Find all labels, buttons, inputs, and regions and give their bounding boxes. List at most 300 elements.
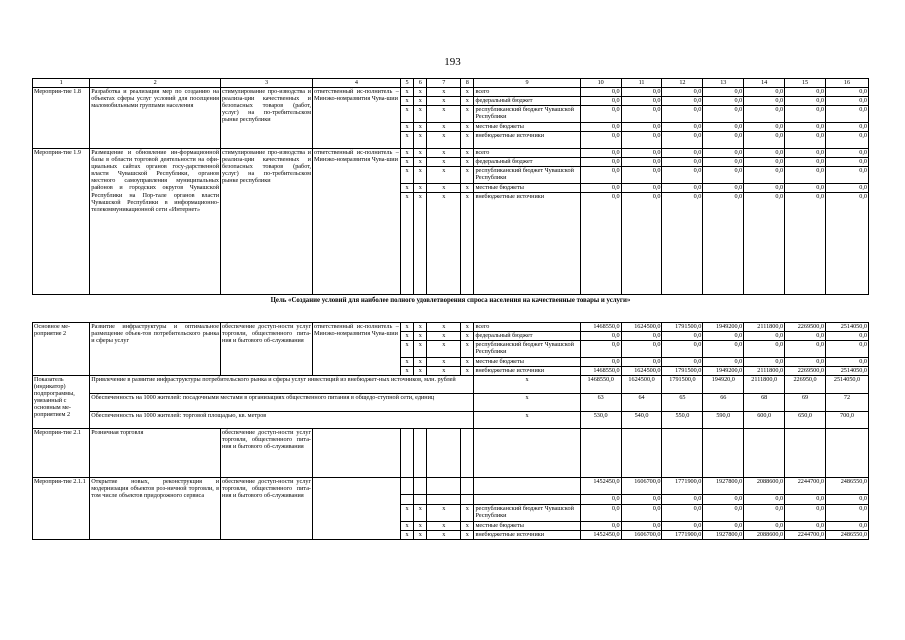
- mark-cell: x: [414, 167, 427, 184]
- event-name: Разработка и реализация мер по созданию на объектах сферы услуг условий для посещения маломобильными группами населения: [90, 88, 221, 149]
- value-cell: 0,0: [580, 106, 621, 123]
- mark-cell: x: [461, 341, 474, 358]
- value-cell: 0,0: [744, 358, 785, 367]
- mark-cell: x: [414, 332, 427, 341]
- value-cell: 2514050,0: [825, 323, 868, 332]
- mark-cell: x: [400, 358, 413, 367]
- value-cell: 0,0: [662, 132, 703, 149]
- column-number-header: 14: [744, 79, 785, 88]
- mark-cell: x: [461, 97, 474, 106]
- page-number: 193: [444, 56, 461, 68]
- funding-source: всего: [474, 149, 580, 158]
- value-cell: 0,0: [703, 193, 744, 295]
- value-cell: 0,0: [662, 358, 703, 367]
- event-name: Открытие новых, реконструкция и модернизация объектов роз-ничной торговли, в том числе объектов придорожного сервиса: [90, 478, 221, 540]
- event-goal: обеспечение доступ-ности услуг торговли, общественного пита-ния и бытового об-служивания: [221, 429, 313, 478]
- value-cell: 0,0: [621, 106, 662, 123]
- mark-cell: x: [427, 358, 461, 367]
- column-number-header: 6: [414, 79, 427, 88]
- mark-cell: [461, 495, 474, 505]
- table-row: [33, 149, 869, 158]
- funding-source: всего: [474, 323, 580, 332]
- value-cell: 650,0: [785, 412, 826, 429]
- value-cell: 2088600,0: [744, 531, 785, 540]
- mark-cell: [400, 478, 413, 495]
- value-cell: 0,0: [621, 123, 662, 132]
- mark-cell: x: [400, 184, 413, 193]
- value-cell: 0,0: [785, 358, 826, 367]
- value-cell: 700,0: [825, 412, 868, 429]
- value-cell: 1927800,0: [703, 531, 744, 540]
- funding-source: внебюджетные источники: [474, 531, 580, 540]
- value-cell: 0,0: [703, 184, 744, 193]
- value-cell: 0,0: [825, 123, 868, 132]
- value-cell: 0,0: [744, 158, 785, 167]
- mark-cell: [414, 478, 427, 495]
- value-cell: 0,0: [785, 341, 826, 358]
- value-cell: 0,0: [825, 97, 868, 106]
- mark-cell: x: [414, 522, 427, 531]
- value-cell: [662, 429, 703, 478]
- value-cell: 1606700,0: [621, 531, 662, 540]
- value-cell: 0,0: [580, 158, 621, 167]
- value-cell: 0,0: [580, 522, 621, 531]
- mark-cell: x: [400, 149, 413, 158]
- value-cell: 0,0: [785, 106, 826, 123]
- funding-source: [474, 495, 580, 505]
- value-cell: 0,0: [662, 123, 703, 132]
- mark-cell: x: [414, 367, 427, 376]
- column-number-header: 4: [313, 79, 401, 88]
- mark-cell: x: [427, 193, 461, 295]
- funding-source: внебюджетные источники: [474, 367, 580, 376]
- mark-cell: x: [461, 158, 474, 167]
- value-cell: 1624500,0: [621, 376, 662, 394]
- column-number-header: 3: [221, 79, 313, 88]
- value-cell: 2244700,0: [785, 531, 826, 540]
- mark-cell: x: [461, 149, 474, 158]
- mark-cell: x: [427, 132, 461, 149]
- funding-source: всего: [474, 88, 580, 97]
- mark-cell: x: [400, 158, 413, 167]
- event-name: Развитие инфраструктуры и оптимальное размещение объек-тов потребительского рынка и сферы услуг: [90, 323, 221, 376]
- mark-cell: x: [414, 193, 427, 295]
- empty-cell: [313, 429, 401, 478]
- mark-cell: x: [427, 88, 461, 97]
- funding-source: федеральный бюджет: [474, 332, 580, 341]
- funding-source: [474, 478, 580, 495]
- value-cell: 540,0: [621, 412, 662, 429]
- value-cell: 0,0: [621, 505, 662, 522]
- value-cell: 0,0: [580, 332, 621, 341]
- table-row: [33, 478, 869, 495]
- mark-cell: x: [461, 123, 474, 132]
- value-cell: 1771900,0: [662, 531, 703, 540]
- value-cell: 0,0: [621, 358, 662, 367]
- value-cell: 0,0: [703, 341, 744, 358]
- value-cell: 0,0: [580, 149, 621, 158]
- value-cell: 0,0: [580, 97, 621, 106]
- mark-cell: [427, 495, 461, 505]
- mark-cell: [461, 429, 474, 478]
- mark-cell: [414, 429, 427, 478]
- event-executor: [313, 478, 401, 540]
- value-cell: 72: [825, 394, 868, 412]
- mark-cell: x: [400, 522, 413, 531]
- value-cell: 0,0: [662, 193, 703, 295]
- column-number-header: 8: [461, 79, 474, 88]
- event-code: Мероприя-тие 2.1: [33, 429, 90, 478]
- value-cell: 0,0: [621, 193, 662, 295]
- column-number-header: 7: [427, 79, 461, 88]
- value-cell: 2111800,0: [744, 367, 785, 376]
- value-cell: 0,0: [580, 505, 621, 522]
- value-cell: 2111800,0: [744, 323, 785, 332]
- mark-cell: x: [427, 97, 461, 106]
- mark-cell: x: [427, 367, 461, 376]
- value-cell: 0,0: [825, 167, 868, 184]
- mark-cell: x: [414, 97, 427, 106]
- value-cell: 0,0: [662, 495, 703, 505]
- value-cell: [621, 429, 662, 478]
- value-cell: 0,0: [662, 505, 703, 522]
- mark-cell: x: [427, 341, 461, 358]
- value-cell: 0,0: [744, 332, 785, 341]
- value-cell: 0,0: [703, 88, 744, 97]
- value-cell: 1927800,0: [703, 478, 744, 495]
- mark-cell: [427, 478, 461, 495]
- funding-source: местные бюджеты: [474, 358, 580, 367]
- value-cell: 0,0: [825, 522, 868, 531]
- value-cell: 0,0: [703, 132, 744, 149]
- value-cell: 0,0: [580, 132, 621, 149]
- mark-cell: x: [474, 394, 580, 412]
- value-cell: 0,0: [744, 132, 785, 149]
- value-cell: 550,0: [662, 412, 703, 429]
- value-cell: 0,0: [662, 97, 703, 106]
- value-cell: 1949200,0: [703, 367, 744, 376]
- mark-cell: x: [400, 106, 413, 123]
- event-code: Мероприя-тие 1.8: [33, 88, 90, 149]
- mark-cell: x: [427, 184, 461, 193]
- value-cell: 0,0: [621, 132, 662, 149]
- value-cell: 600,0: [744, 412, 785, 429]
- value-cell: 0,0: [621, 167, 662, 184]
- value-cell: 0,0: [703, 522, 744, 531]
- value-cell: 0,0: [785, 158, 826, 167]
- mark-cell: x: [400, 332, 413, 341]
- value-cell: 0,0: [580, 358, 621, 367]
- funding-source: республиканский бюджет Чувашской Республики: [474, 106, 580, 123]
- mark-cell: x: [461, 132, 474, 149]
- mark-cell: x: [427, 158, 461, 167]
- column-number-header: 2: [90, 79, 221, 88]
- value-cell: 0,0: [825, 193, 868, 295]
- value-cell: 2244700,0: [785, 478, 826, 495]
- value-cell: 0,0: [785, 332, 826, 341]
- value-cell: 0,0: [785, 88, 826, 97]
- mark-cell: x: [474, 376, 580, 394]
- value-cell: 69: [785, 394, 826, 412]
- mark-cell: x: [461, 332, 474, 341]
- value-cell: 0,0: [621, 149, 662, 158]
- value-cell: 0,0: [621, 97, 662, 106]
- event-executor: ответственный ис-полнитель – Минэко-номразвития Чува-шии: [313, 323, 401, 376]
- value-cell: 0,0: [703, 332, 744, 341]
- value-cell: 0,0: [580, 184, 621, 193]
- mark-cell: x: [414, 341, 427, 358]
- value-cell: 1624500,0: [621, 323, 662, 332]
- value-cell: 0,0: [703, 505, 744, 522]
- value-cell: 0,0: [744, 522, 785, 531]
- value-cell: 0,0: [662, 88, 703, 97]
- value-cell: 2269500,0: [785, 323, 826, 332]
- value-cell: 0,0: [825, 184, 868, 193]
- value-cell: 2486550,0: [825, 531, 868, 540]
- indicator-label: Показатель (индикатор) подпрограммы, увязанный с основным ме-роприятием 2: [33, 376, 90, 429]
- value-cell: 0,0: [580, 123, 621, 132]
- value-cell: 2486550,0: [825, 478, 868, 495]
- value-cell: 0,0: [703, 106, 744, 123]
- mark-cell: x: [400, 193, 413, 295]
- mark-cell: x: [427, 167, 461, 184]
- mark-cell: x: [414, 184, 427, 193]
- column-number-header: 11: [621, 79, 662, 88]
- value-cell: 0,0: [825, 332, 868, 341]
- indicator-row: [33, 394, 869, 412]
- funding-source: [474, 429, 580, 478]
- value-cell: 2088600,0: [744, 478, 785, 495]
- table-row: [33, 88, 869, 97]
- funding-source: республиканский бюджет Чувашской Республики: [474, 341, 580, 358]
- event-name: Размещение и обновление ин-формационной базы в области торговой деятельности на офи-циальных сайтах органов госу-дарственной власти Чувашской Республики, органов местного самоуправления муниципальных районов и городских округов Чувашской Республики на Пор-тале органов власти Чувашской Республики в информационно-телекоммуникационной сети «Интернет»: [90, 149, 221, 295]
- value-cell: 0,0: [744, 341, 785, 358]
- mark-cell: x: [461, 167, 474, 184]
- mark-cell: x: [461, 358, 474, 367]
- value-cell: 0,0: [662, 149, 703, 158]
- mark-cell: x: [427, 332, 461, 341]
- indicator-row: [33, 376, 869, 394]
- funding-source: республиканский бюджет Чувашской Республики: [474, 505, 580, 522]
- value-cell: 0,0: [744, 149, 785, 158]
- event-goal: стимулирование про-изводства и реализа-ции качественных и безопасных товаров (работ, услуг) на по-требительском рынке республики: [221, 149, 313, 295]
- value-cell: 1791500,0: [662, 323, 703, 332]
- value-cell: [744, 429, 785, 478]
- value-cell: 0,0: [662, 184, 703, 193]
- mark-cell: x: [427, 323, 461, 332]
- mark-cell: x: [461, 323, 474, 332]
- mark-cell: x: [427, 106, 461, 123]
- event-name: Розничная торговля: [90, 429, 221, 478]
- mark-cell: x: [461, 367, 474, 376]
- value-cell: 1468550,0: [580, 367, 621, 376]
- value-cell: 2514050,0: [825, 376, 868, 394]
- event-goal: обеспечение доступ-ности услуг торговли, общественного пита-ния и бытового об-служивания: [221, 323, 313, 376]
- value-cell: 0,0: [621, 158, 662, 167]
- event-code: Мероприя-тие 1.9: [33, 149, 90, 295]
- value-cell: 0,0: [580, 341, 621, 358]
- mark-cell: x: [414, 358, 427, 367]
- value-cell: [703, 429, 744, 478]
- value-cell: 0,0: [785, 123, 826, 132]
- value-cell: 2514050,0: [825, 367, 868, 376]
- value-cell: 1606700,0: [621, 478, 662, 495]
- mark-cell: x: [400, 531, 413, 540]
- mark-cell: x: [414, 505, 427, 522]
- value-cell: 1791500,0: [662, 376, 703, 394]
- value-cell: 0,0: [785, 193, 826, 295]
- funding-source: местные бюджеты: [474, 522, 580, 531]
- value-cell: 0,0: [703, 167, 744, 184]
- value-cell: 0,0: [744, 123, 785, 132]
- value-cell: 0,0: [662, 106, 703, 123]
- value-cell: 0,0: [785, 522, 826, 531]
- mark-cell: x: [400, 88, 413, 97]
- program-table-top: [32, 78, 869, 295]
- mark-cell: x: [427, 149, 461, 158]
- value-cell: 1468550,0: [580, 376, 621, 394]
- value-cell: 1624500,0: [621, 367, 662, 376]
- value-cell: [785, 429, 826, 478]
- mark-cell: x: [461, 184, 474, 193]
- mark-cell: x: [461, 522, 474, 531]
- value-cell: 1452450,0: [580, 531, 621, 540]
- mark-cell: [427, 429, 461, 478]
- value-cell: [825, 429, 868, 478]
- funding-source: внебюджетные источники: [474, 132, 580, 149]
- value-cell: 0,0: [580, 193, 621, 295]
- value-cell: 0,0: [744, 88, 785, 97]
- mark-cell: [400, 495, 413, 505]
- value-cell: 0,0: [744, 167, 785, 184]
- mark-cell: x: [400, 123, 413, 132]
- mark-cell: x: [427, 522, 461, 531]
- value-cell: 0,0: [662, 341, 703, 358]
- value-cell: 590,0: [703, 412, 744, 429]
- mark-cell: x: [414, 149, 427, 158]
- value-cell: 0,0: [785, 505, 826, 522]
- value-cell: 0,0: [785, 167, 826, 184]
- mark-cell: [461, 478, 474, 495]
- value-cell: 0,0: [744, 495, 785, 505]
- indicator-row: [33, 412, 869, 429]
- value-cell: 0,0: [662, 522, 703, 531]
- mark-cell: x: [414, 123, 427, 132]
- event-code: Основное ме-роприятие 2: [33, 323, 90, 376]
- table-row: [33, 323, 869, 332]
- column-number-header: 5: [400, 79, 413, 88]
- value-cell: 0,0: [703, 495, 744, 505]
- funding-source: федеральный бюджет: [474, 158, 580, 167]
- indicator-text: Привлечение в развитие инфраструктуры потребительского рынка и сферы услуг инвестиций из внебюджет-ных источников, млн. рублей: [90, 376, 474, 394]
- value-cell: 0,0: [825, 158, 868, 167]
- mark-cell: x: [414, 531, 427, 540]
- indicator-text: Обеспеченность на 1000 жителей: торговой площадью, кв. метров: [90, 412, 474, 429]
- funding-source: местные бюджеты: [474, 123, 580, 132]
- value-cell: 65: [662, 394, 703, 412]
- value-cell: 1791500,0: [662, 367, 703, 376]
- value-cell: 66: [703, 394, 744, 412]
- value-cell: 0,0: [825, 495, 868, 505]
- value-cell: 0,0: [825, 149, 868, 158]
- value-cell: 0,0: [703, 123, 744, 132]
- mark-cell: x: [461, 505, 474, 522]
- mark-cell: x: [414, 132, 427, 149]
- value-cell: 0,0: [744, 193, 785, 295]
- value-cell: 0,0: [621, 495, 662, 505]
- value-cell: 0,0: [580, 88, 621, 97]
- mark-cell: x: [427, 531, 461, 540]
- value-cell: 1771900,0: [662, 478, 703, 495]
- value-cell: 0,0: [703, 97, 744, 106]
- mark-cell: x: [400, 341, 413, 358]
- mark-cell: x: [400, 97, 413, 106]
- event-goal: обеспечение доступ-ности услуг торговли, общественного пита-ния и бытового об-служивания: [221, 478, 313, 540]
- mark-cell: x: [427, 123, 461, 132]
- value-cell: 2111800,0: [744, 376, 785, 394]
- column-number-header: 9: [474, 79, 580, 88]
- value-cell: 0,0: [621, 522, 662, 531]
- mark-cell: x: [474, 412, 580, 429]
- mark-cell: x: [400, 367, 413, 376]
- event-executor: ответственный ис-полнитель – Минэко-номразвития Чува-шии: [313, 88, 401, 149]
- value-cell: 530,0: [580, 412, 621, 429]
- value-cell: 0,0: [621, 184, 662, 193]
- mark-cell: [400, 429, 413, 478]
- column-number-header: 10: [580, 79, 621, 88]
- value-cell: 0,0: [621, 341, 662, 358]
- value-cell: 0,0: [580, 495, 621, 505]
- value-cell: 2269500,0: [785, 367, 826, 376]
- mark-cell: x: [461, 193, 474, 295]
- value-cell: 0,0: [580, 167, 621, 184]
- value-cell: 0,0: [744, 106, 785, 123]
- value-cell: 0,0: [744, 97, 785, 106]
- column-number-header: 13: [703, 79, 744, 88]
- mark-cell: x: [400, 167, 413, 184]
- mark-cell: x: [414, 106, 427, 123]
- value-cell: 1452450,0: [580, 478, 621, 495]
- mark-cell: x: [414, 88, 427, 97]
- mark-cell: x: [414, 323, 427, 332]
- program-table-bottom: [32, 322, 869, 540]
- event-goal: стимулирование про-изводства и реализа-ции качественных и безопасных товаров (работ, услуг) на по-требительском рынке республики: [221, 88, 313, 149]
- value-cell: 194920,0: [703, 376, 744, 394]
- value-cell: 0,0: [785, 97, 826, 106]
- mark-cell: x: [461, 88, 474, 97]
- value-cell: 1949200,0: [703, 323, 744, 332]
- value-cell: 0,0: [825, 358, 868, 367]
- mark-cell: x: [461, 531, 474, 540]
- column-number-header: 12: [662, 79, 703, 88]
- mark-cell: x: [400, 132, 413, 149]
- table-row: [33, 429, 869, 478]
- column-number-header: 15: [785, 79, 826, 88]
- value-cell: 64: [621, 394, 662, 412]
- value-cell: 0,0: [744, 184, 785, 193]
- mark-cell: x: [414, 158, 427, 167]
- mark-cell: x: [461, 106, 474, 123]
- funding-source: внебюджетные источники: [474, 193, 580, 295]
- value-cell: 0,0: [785, 495, 826, 505]
- value-cell: 0,0: [662, 167, 703, 184]
- indicator-text: Обеспеченность на 1000 жителей: посадочными местами в организациях общественного питания в общедо-ступной сети, единиц: [90, 394, 474, 412]
- value-cell: 0,0: [785, 149, 826, 158]
- value-cell: 0,0: [703, 358, 744, 367]
- value-cell: 226950,0: [785, 376, 826, 394]
- mark-cell: x: [400, 323, 413, 332]
- mark-cell: x: [400, 505, 413, 522]
